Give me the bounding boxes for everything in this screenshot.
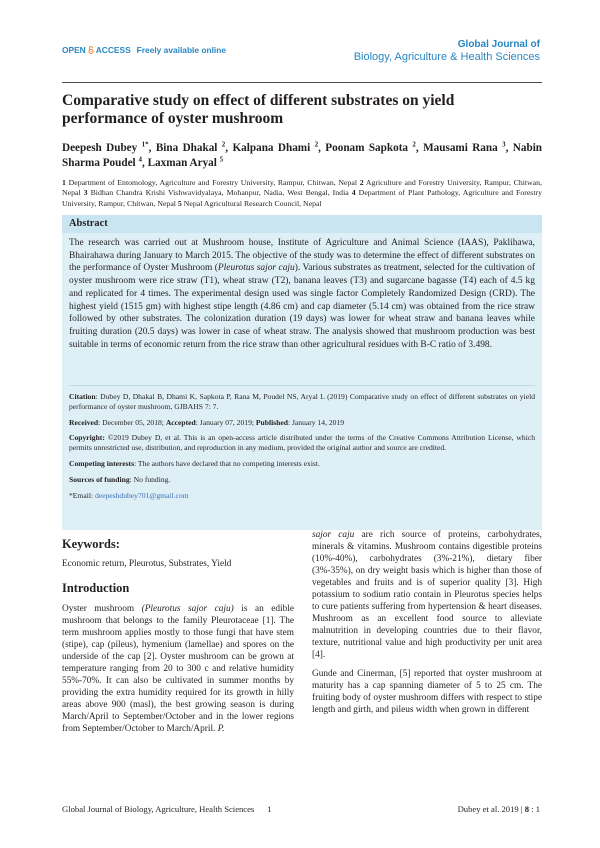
author-name: Kalpana Dhami [232,142,315,154]
affiliation-number: 5 [177,198,182,208]
open-access-word: ACCESS [95,45,131,55]
funding-text: : No funding. [129,474,171,484]
author-affiliation-mark: 2 [412,140,416,149]
received-label: Received [69,417,99,427]
intro-paragraph-3: Gunde and Cinerman, [5] reported that oyster mushroom at maturity has a cap spanning diameter of 5 to 25 cm. The fruiting body of oyster mushroom differs with respect to stipe length and girth, and pileus width when grown in different [312,669,542,716]
citation [69,392,535,412]
intro-p1-a: Oyster mushroom [62,604,142,614]
citation-label: Citation [69,392,96,401]
intro-paragraph-1 [62,604,294,735]
published-label: Published [255,417,288,427]
affiliation-text: Nepal Agricultural Research Council, Nepal [181,198,322,208]
footer-journal [62,804,271,814]
affiliation-text: Bidhan Chandra Krishi Vishwavidyalaya, Mohanpur, Nadia, West Bengal, India [87,188,352,198]
author-name: Bina Dhakal [155,142,222,154]
affiliations [62,178,542,209]
accepted-date: : January 07, 2019; [195,417,256,427]
email-link[interactable]: deepeshdubey701@gmail.com [94,490,189,500]
received-date: : December 05, 2018; [98,417,166,427]
email-prefix: *Email: [69,490,95,500]
affiliation-text: Agriculture and Forestry University, Rampur, Chitwan, Nepal [62,178,542,198]
author-name: Laxman Aryal [147,157,220,169]
article-meta [69,392,535,500]
footer-page-number: 1 [267,804,272,814]
author-affiliation-mark: 2 [221,140,226,149]
author-name: Poonam Sapkota [325,142,413,154]
author-list: Deepesh Dubey $^{1*}$, Bina Dhakal $^2$, Kalpana Dhami $^2$, Poonam Sapkota $^2$, Mausami Rana $^3$, Nabin Sharma Poudel $^4$, Laxman Aryal $^5$ [62,140,543,169]
intro-p1-species: (Pleurotus sajor caju) [141,604,234,614]
footer-citation [458,804,540,814]
copyright [69,433,535,453]
open-access-tagline: Freely available online [136,45,227,55]
intro-p1-end: P. [217,723,225,734]
competing-text: : The authors have declared that no competing interests exist. [134,458,320,468]
citation-text: : Dubey D, Dhakal B, Dhami K, Sapkota P, Rana M, Poudel NS, Aryal L (2019) Comparative study on effect of different substrates on yield performance of oyster mushroom, GJBAHS 7: 7. [69,392,535,411]
author-affiliation-mark: 2 [314,140,319,149]
journal-name-line1: Global Journal of [457,39,540,50]
abstract-divider [69,385,535,386]
intro-p1-b: is an edible mushroom that belongs to the family Pleurotaceae [1]. The term mushroom applies mostly to those fungi that have stem (stipe), cap (pileus), hymenium (lamellae) and spores on the underside of the cap [2]. Oyster mushroom can be grown at temperature ranging from 20 to 300 c and relative humidity 55%-70%. It can also be cultivated in summer months by providing the extra humidity required for its growth in hilly areas above 900 (masl), the best growing season is during March/April to September/October and in the lower regions from September/October to March/April. [62,604,294,734]
intro-paragraph-2 [312,530,542,661]
open-access-prefix: OPEN [62,45,86,55]
intro-p2-species: sajor caju [312,530,355,540]
journal-name [354,39,540,64]
affiliation-number: 2 [359,178,364,187]
intro-p2-text: are rich source of proteins, carbohydrates, minerals & vitamins. Mushroom contains digestible proteins (10%-40%), carbohydrates (3%-21%), dietary fiber (3%-35%), on dry weight basis which is higher than those of vegetables and fruits and is of superior quality [3]. High potassium to sodium ratio contain in Pleurotus species helps to cure patients suffering from hypertension & heart diseases. Mushroom as an excellent food source to alleviate malnutrition in developing countries due to their flavor, texture, nutritional value and high productivity per unit area [4]. [312,530,542,660]
author-name: Mausami Rana [423,142,503,154]
published-date: : January 14, 2019 [287,417,345,427]
author-affiliation-mark: 4 [138,155,142,164]
author-affiliation-mark: 5 [219,155,224,164]
funding [69,475,535,485]
competing-interests [69,459,535,469]
author-name: Deepesh Dubey [62,142,142,154]
abstract-text-part1: The research was carried out at Mushroom house, Institute of Agriculture and Animal Science (IAAS), Paklihawa, Bhairahawa during January to March 2015. The objective of the study was to determine the effect of different substrates on the performance of Oyster Mushroom ( [69,238,535,274]
copyright-label: Copyright: [69,433,105,443]
right-column [312,530,542,717]
affiliation-text: Department of Entomology, Agriculture and Forestry University, Rampur, Chitwan, Nepal [65,178,360,187]
competing-label: Competing interests [69,458,135,468]
header-divider [62,82,542,83]
affiliation-text: Department of Plant Pathology, Agriculture and Forestry University, Rampur, Chitwan, Nepal [62,188,542,208]
abstract-box [62,215,542,530]
author-affiliation-mark: 3 [502,140,506,149]
footer-issue: : 1 [529,804,540,814]
copyright-text: ©2019 Dubey D, et al. This is an open-access article distributed under the terms of the Creative Commons Attribution License, which permits unrestricted use, distribution, and reproduction in any medium, provided the original author and source are credited. [69,433,535,453]
abstract-text-part2: ). Various substrates as treatment, selected for the cultivation of oyster mushroom were rice straw (T1), wheat straw (T2), banana leaves (T3) and sugarcane bagasse (T4) each of 4.5 kg and replicated for 4 times. The experimental design used was single factor Completely Randomized Design (CRD). The highest yield (1515 gm) with highest stipe length (4.86 cm) and cap diameter (5.14 cm) was obtained from the rice straw followed by other substrates. The colonization duration (19 days) was lower for wheat straw and banana leaves while fruiting duration (20.5 days) was lower in case of wheat straw. The analysis showed that mushroom production was best suitable in terms of economic return from the rice straw than other agricultural residues with B-C ratio of 3.498. [69,263,535,350]
affiliation-number: 3 [83,188,88,198]
author-affiliation-mark: 1* [141,140,149,149]
keywords-text: Economic return, Pleurotus, Substrates, Yield [62,559,232,569]
accepted-label: Accepted [165,417,196,427]
open-lock-icon [88,46,94,54]
abstract-text [69,237,535,351]
footer-author-year: Dubey et al. 2019 | [457,804,525,814]
author-name: Nabin Sharma Poudel [62,142,543,169]
footer-journal-name: Global Journal of Biology, Agriculture, Health Sciences [62,804,255,814]
affiliation-number: 4 [351,188,356,198]
open-access-logo [62,45,226,55]
abstract-species-name: Pleurotus sajor caju [217,263,295,274]
dates [69,418,535,428]
abstract-heading: Abstract [69,218,108,229]
funding-label: Sources of funding [69,474,130,484]
abstract-header [62,215,542,233]
keywords-heading: Keywords: [62,537,120,551]
introduction-heading: Introduction [62,581,130,595]
email-line [69,491,535,501]
journal-name-line2: Biology, Agriculture & Health Sciences [353,51,540,63]
paper-title: Comparative study on effect of different substrates on yield performance of oyster mushroom [62,92,455,127]
affiliation-number: 1 [62,178,66,187]
footer-volume: 8 [524,804,530,814]
